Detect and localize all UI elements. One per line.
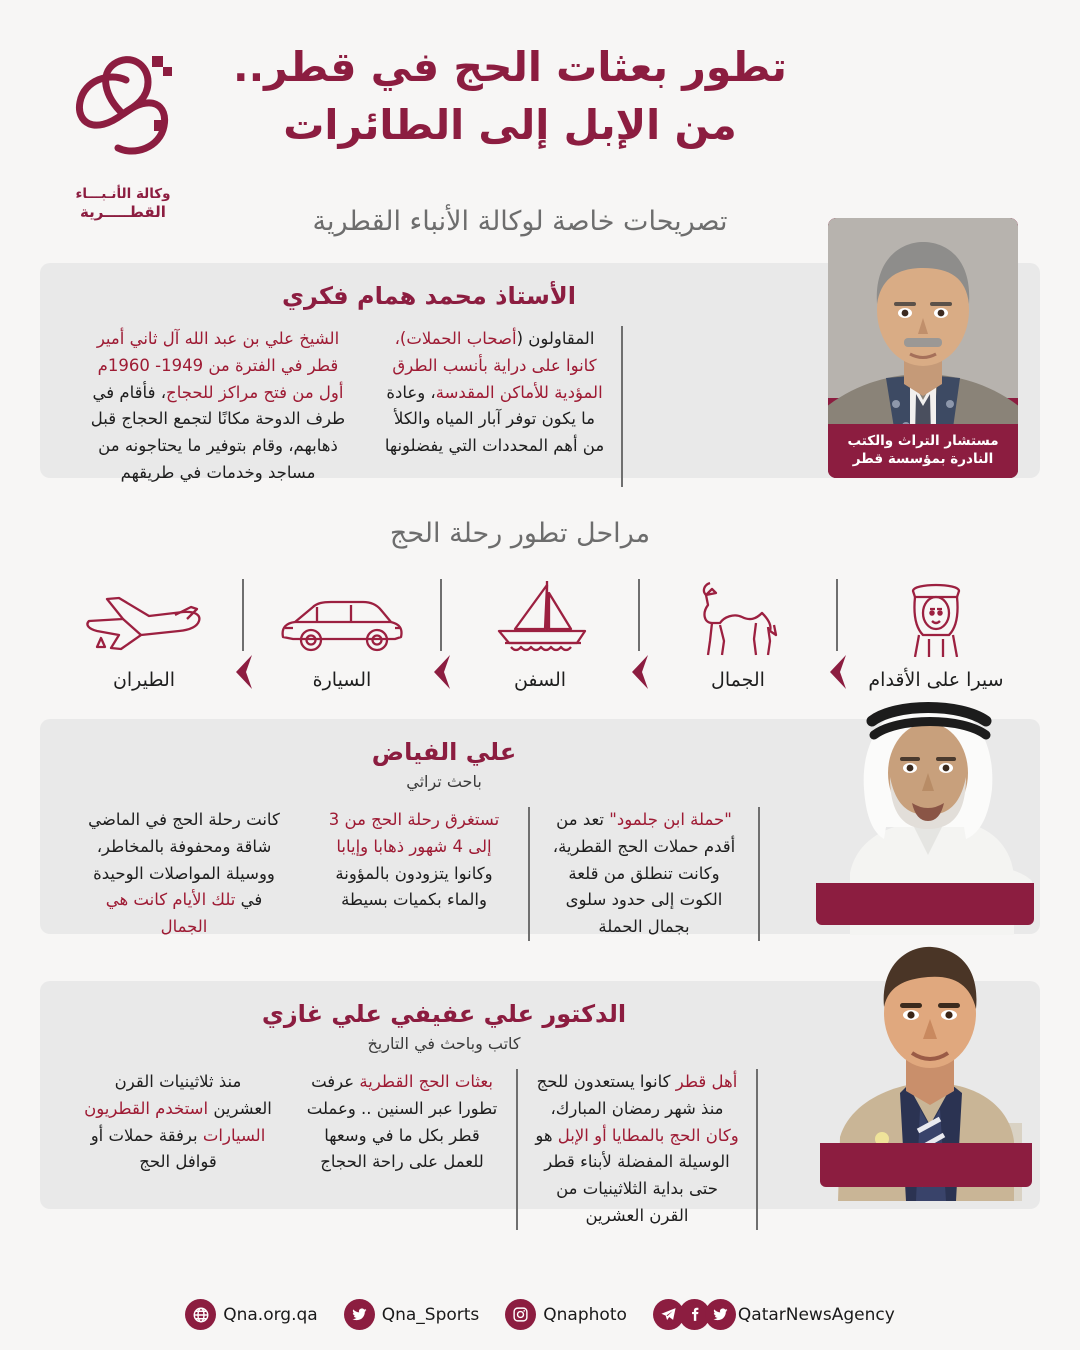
header xyxy=(0,0,1080,221)
title-line-1: تطور بعثات الحج في قطر.. xyxy=(233,43,787,91)
quote-segment: هو الوسيلة المفضلة لأبناء قطر حتى بداية الثلاثينيات من القرن العشرين xyxy=(535,1125,730,1225)
social-entry-qatarnewsagency[interactable] xyxy=(653,1299,895,1330)
camel-icon xyxy=(658,579,818,657)
expert-columns-1 xyxy=(68,326,790,486)
expert-block-2 xyxy=(40,719,1040,959)
quote-segment: ، وعادة ما يكون توفر آبار المياه والكلأ من أهم المحددات التي يفضلونها xyxy=(384,382,605,456)
timeline-stage-car xyxy=(262,579,422,691)
quote-column xyxy=(530,807,760,941)
expert-role-2: باحث تراثي xyxy=(406,772,482,792)
globe-icon[interactable] xyxy=(185,1299,216,1330)
quote-segment-highlight: تلك الأيام كانت هي الجمال xyxy=(105,890,236,937)
quote-column xyxy=(288,1069,518,1229)
expert-photo-2 xyxy=(816,677,1034,935)
quote-segment: عرفت تطورا عبر السنين .. وعملت قطر بكل ما في وسعها للعمل على راحة الحجاج xyxy=(306,1072,498,1172)
subtitle: تصريحات خاصة لوكالة الأنباء القطرية xyxy=(312,206,728,237)
footer-social-bar xyxy=(0,1299,1080,1330)
social-label: Qnaphoto xyxy=(543,1304,627,1325)
expert-name-2: علي الفياض xyxy=(371,738,517,766)
expert-columns-3 xyxy=(68,1069,820,1229)
quote-column xyxy=(68,326,368,486)
quote-segment-highlight: الشيخ علي بن عبد الله آل ثاني أمير قطر في الفترة من 1949- 1960م أول من فتح مراكز للحجاج xyxy=(96,329,344,402)
car-icon xyxy=(262,579,422,657)
qna-logo xyxy=(48,36,198,221)
timeline-stage-ship xyxy=(460,579,620,691)
photo-base-bar-3 xyxy=(820,1143,1032,1187)
quote-segment: وكانوا يتزودون بالمؤونة والماء بكميات بسيطة xyxy=(335,863,493,910)
quote-segment-highlight: تستغرق رحلة الحج من 3 إلى 4 شهور ذهابا وإيابا xyxy=(328,810,500,856)
quote-column xyxy=(368,326,623,486)
instagram-icon[interactable] xyxy=(505,1299,536,1330)
social-label: Qna_Sports xyxy=(381,1304,480,1325)
dhow-ship-icon xyxy=(460,579,620,657)
quote-segment: تعد من أقدم حملات الحج القطرية، وكانت تنطلق من قلعة الكوت إلى حدود سلوى بجمال الحملة xyxy=(552,810,736,937)
timeline-separator xyxy=(620,579,658,691)
quote-segment-highlight: بعثات الحج القطرية xyxy=(359,1072,493,1092)
quote-segment: ، فأقام في طرف الدوحة مكانًا لتجمع الحجاج قبل ذهابهم، وقام بتوفير ما يحتاجونه من مساجد وخدمات في طريقهم xyxy=(90,382,346,482)
timeline-stage-label: السيارة xyxy=(312,669,372,691)
quote-column xyxy=(300,807,530,941)
quote-segment-highlight: "حملة ابن جلمود" xyxy=(609,810,732,830)
expert-block-3 xyxy=(40,981,1040,1231)
qna-logo-mark xyxy=(48,36,198,186)
quote-segment: كانت رحلة الحج في الماضي شاقة ومحفوفة بالمخاطر، ووسيلة المواصلات الوحيدة في xyxy=(88,810,280,910)
timeline-stage-label: الجمال xyxy=(711,669,765,691)
quote-segment: منذ ثلاثينيات القرن العشرين xyxy=(114,1072,272,1118)
social-entry-qnaphoto[interactable] xyxy=(505,1299,627,1330)
title-line-2: من الإبل إلى الطائرات xyxy=(283,101,737,150)
social-label: Qna.org.qa xyxy=(223,1304,318,1325)
timeline-heading: مراحل تطور رحلة الحج xyxy=(389,518,651,549)
timeline-stage-label: الطيران xyxy=(112,669,176,691)
twitter-icon[interactable] xyxy=(344,1299,375,1330)
timeline-stage-camel xyxy=(658,579,818,691)
timeline-stage-label: سيرا على الأقدام xyxy=(868,669,1004,691)
timeline-separator xyxy=(224,579,262,691)
expert-columns-2 xyxy=(68,807,820,941)
timeline-stage-walking xyxy=(856,579,1016,691)
chevron-left-icon xyxy=(626,655,652,689)
man-walking-icon xyxy=(856,579,1016,657)
logo-text-line-2: القطـــــرية xyxy=(80,202,166,221)
timeline-stage-airplane xyxy=(64,579,224,691)
chevron-left-icon xyxy=(230,655,256,689)
social-entry-website[interactable] xyxy=(185,1299,317,1330)
logo-text-line-1: وكالة الأنـبـــاء xyxy=(75,186,171,202)
expert-role-3: كاتب وباحث في التاريخ xyxy=(367,1034,521,1054)
quote-column xyxy=(518,1069,758,1229)
quote-segment-highlight: أصحاب الحملات)، كانوا على دراية بأنسب الطرق المؤدية للأماكن المقدسة xyxy=(392,329,603,402)
quote-column xyxy=(68,807,300,941)
twitter-icon[interactable] xyxy=(705,1299,736,1330)
timeline-stage-label: السفن xyxy=(513,669,567,691)
timeline xyxy=(40,561,1040,691)
airplane-icon xyxy=(64,579,224,657)
photo-base-bar-2 xyxy=(816,883,1034,925)
quote-segment-highlight: استخدم القطريون السيارات xyxy=(84,1098,266,1145)
expert-photo-3 xyxy=(820,933,1032,1201)
quote-segment: كانوا يستعدون للحج منذ شهر رمضان المبارك، xyxy=(536,1072,724,1118)
expert-name-1: الأستاذ محمد همام فكري xyxy=(282,282,576,310)
quote-segment: المقاولون ( xyxy=(516,329,595,349)
expert-photo-1 xyxy=(828,218,1018,478)
expert-block-1 xyxy=(40,263,1040,488)
social-label: QatarNewsAgency xyxy=(737,1304,895,1325)
timeline-separator xyxy=(422,579,460,691)
photo-caption-1: مستشار التراث والكتب النادرة بمؤسسة قطر xyxy=(828,424,1018,478)
timeline-separator xyxy=(818,579,856,691)
qna-logo-text xyxy=(48,186,198,222)
expert-name-3: الدكتور علي عفيفي علي غازي xyxy=(261,1000,627,1028)
social-entry-qnasports[interactable] xyxy=(344,1299,480,1330)
quote-column xyxy=(68,1069,288,1229)
quote-segment-highlight: وكان الحج بالمطايا أو الإبل xyxy=(557,1125,739,1145)
quote-segment: برفقة حملات أو قوافل الحج xyxy=(90,1125,217,1172)
chevron-left-icon xyxy=(428,655,454,689)
quote-segment-highlight: أهل قطر xyxy=(675,1072,738,1092)
